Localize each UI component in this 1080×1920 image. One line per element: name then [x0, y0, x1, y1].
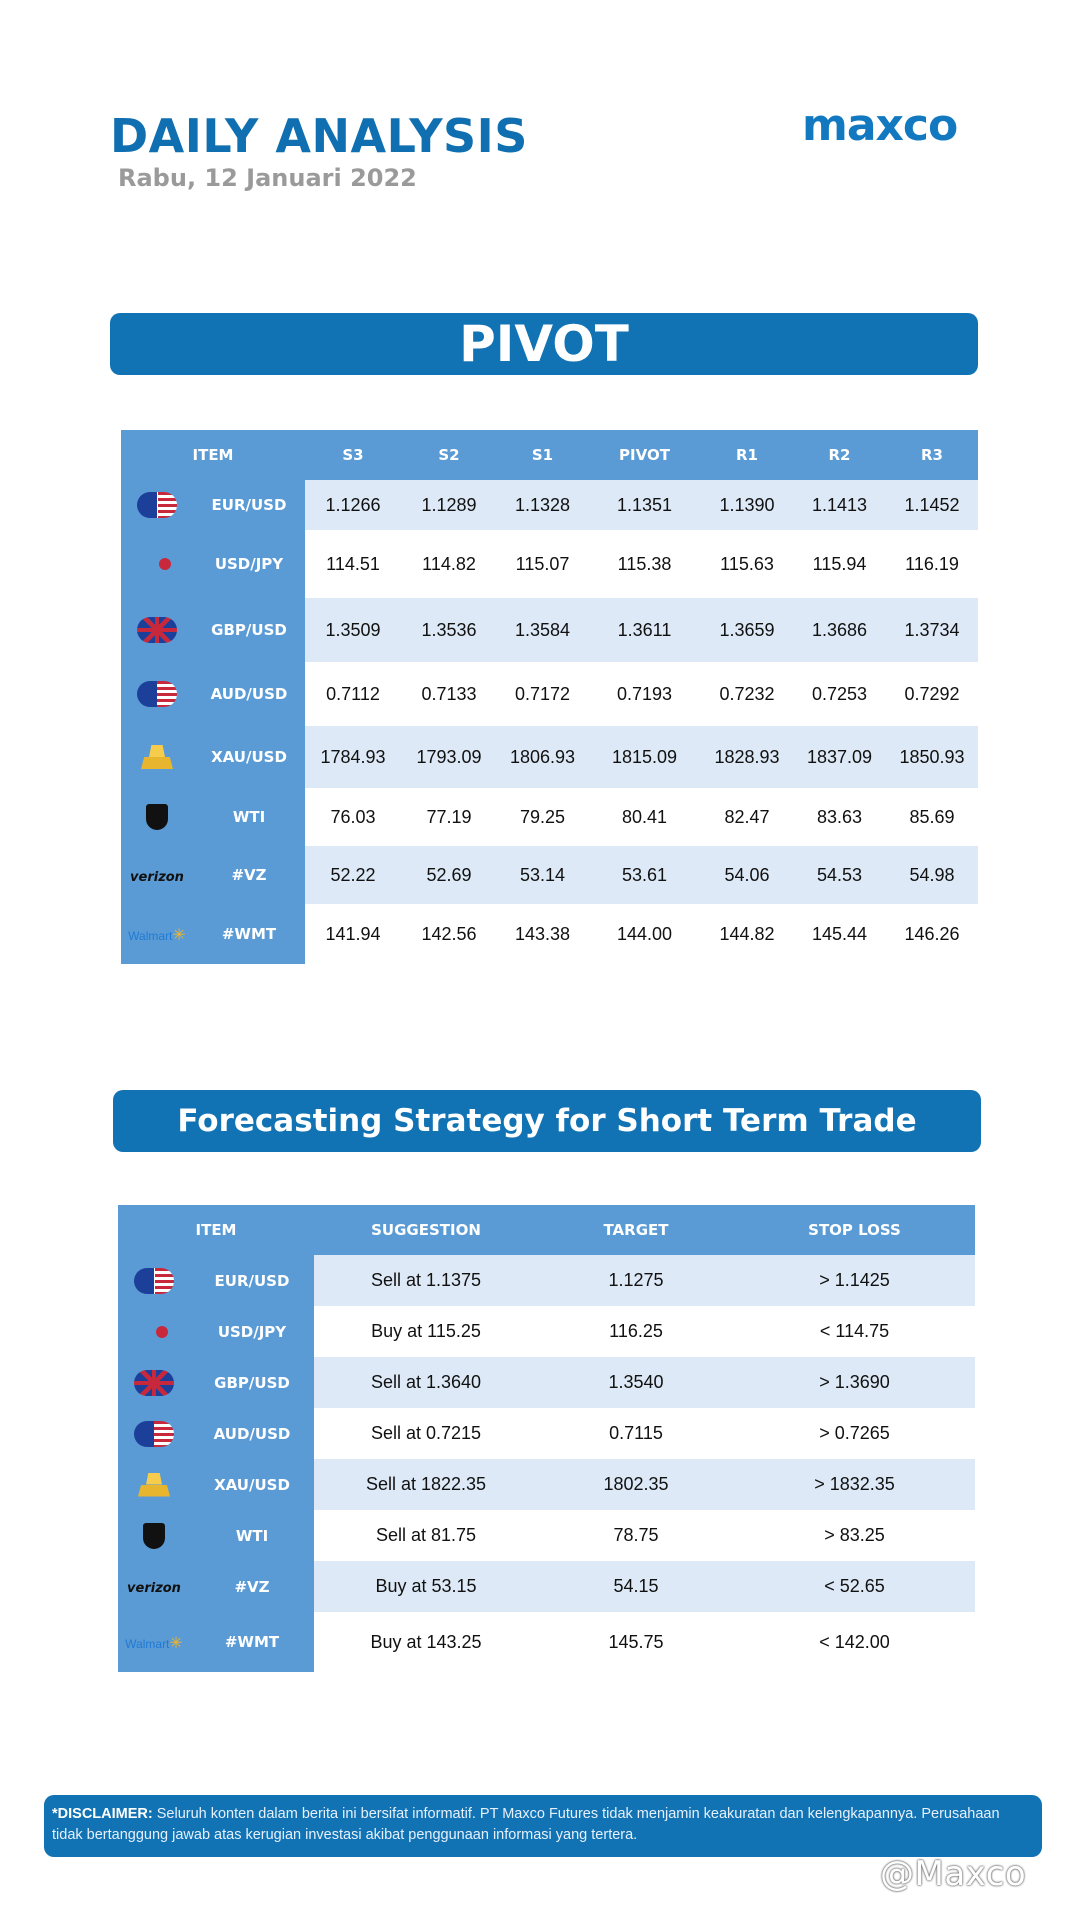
table-row [121, 904, 978, 964]
forecast-value-cell: 1802.35 [538, 1459, 734, 1510]
pivot-body [121, 480, 978, 964]
forecast-value-cell: 145.75 [538, 1612, 734, 1672]
forecast-value-cell: 1.1275 [538, 1255, 734, 1306]
pivot-value-cell: 77.19 [401, 788, 497, 846]
pivot-value-cell: 0.7133 [401, 662, 497, 726]
gold-bars-icon [134, 1473, 174, 1497]
table-row [118, 1459, 975, 1510]
forecast-header-row [118, 1205, 975, 1255]
item-name: WTI [193, 788, 305, 846]
watermark: @Maxco [880, 1854, 1027, 1894]
item-icon-cell [118, 1306, 190, 1357]
table-row [118, 1306, 975, 1357]
pivot-value-cell: 1.1266 [305, 480, 401, 530]
column-header: R1 [701, 430, 793, 480]
item-name: AUD/USD [193, 662, 305, 726]
pivot-value-cell: 115.94 [793, 530, 886, 598]
pivot-value-cell: 146.26 [886, 904, 978, 964]
table-row [118, 1612, 975, 1672]
pivot-header-row [121, 430, 978, 480]
gb-us-flag-icon [137, 617, 177, 643]
pivot-value-cell: 116.19 [886, 530, 978, 598]
item-icon-cell [121, 846, 193, 904]
pivot-value-cell: 115.38 [588, 530, 701, 598]
column-header: SUGGESTION [314, 1205, 538, 1255]
pivot-value-cell: 142.56 [401, 904, 497, 964]
forecast-value-cell: > 1.1425 [734, 1255, 975, 1306]
forecast-value-cell: Sell at 0.7215 [314, 1408, 538, 1459]
pivot-value-cell: 1.1351 [588, 480, 701, 530]
pivot-value-cell: 0.7253 [793, 662, 886, 726]
item-name: USD/JPY [190, 1306, 314, 1357]
pivot-value-cell: 1.1413 [793, 480, 886, 530]
forecast-value-cell: > 1.3690 [734, 1357, 975, 1408]
pivot-value-cell: 114.51 [305, 530, 401, 598]
column-header: ITEM [121, 430, 305, 480]
item-icon-cell [121, 904, 193, 964]
pivot-value-cell: 1815.09 [588, 726, 701, 788]
pivot-value-cell: 144.00 [588, 904, 701, 964]
column-header: TARGET [538, 1205, 734, 1255]
forecast-value-cell: Sell at 1.1375 [314, 1255, 538, 1306]
column-header: S3 [305, 430, 401, 480]
item-icon-cell [118, 1561, 190, 1612]
item-icon-cell [121, 726, 193, 788]
pivot-value-cell: 143.38 [497, 904, 588, 964]
forecast-value-cell: 78.75 [538, 1510, 734, 1561]
pivot-value-cell: 1.1390 [701, 480, 793, 530]
oil-barrel-icon [143, 1523, 165, 1549]
forecast-value-cell: Buy at 143.25 [314, 1612, 538, 1672]
forecast-value-cell: 54.15 [538, 1561, 734, 1612]
pivot-value-cell: 1850.93 [886, 726, 978, 788]
verizon-logo-icon: verizon [127, 1581, 181, 1596]
forecast-value-cell: 116.25 [538, 1306, 734, 1357]
pivot-value-cell: 1.3536 [401, 598, 497, 662]
table-row [118, 1357, 975, 1408]
pivot-value-cell: 1.3686 [793, 598, 886, 662]
eu-us-flag-icon [137, 492, 177, 518]
us-jp-flag-icon [137, 551, 177, 577]
pivot-value-cell: 115.07 [497, 530, 588, 598]
item-icon-cell [118, 1408, 190, 1459]
pivot-value-cell: 82.47 [701, 788, 793, 846]
page-title: DAILY ANALYSIS [110, 109, 528, 163]
item-name: EUR/USD [193, 480, 305, 530]
item-name: USD/JPY [193, 530, 305, 598]
pivot-value-cell: 1.3611 [588, 598, 701, 662]
table-row [121, 598, 978, 662]
pivot-value-cell: 54.06 [701, 846, 793, 904]
column-header: S1 [497, 430, 588, 480]
item-icon-cell [121, 530, 193, 598]
forecast-value-cell: > 1832.35 [734, 1459, 975, 1510]
column-header: R2 [793, 430, 886, 480]
walmart-logo-icon: Walmart✳ [128, 926, 186, 944]
forecast-value-cell: 0.7115 [538, 1408, 734, 1459]
pivot-value-cell: 1806.93 [497, 726, 588, 788]
pivot-value-cell: 52.22 [305, 846, 401, 904]
pivot-value-cell: 0.7292 [886, 662, 978, 726]
item-name: WTI [190, 1510, 314, 1561]
pivot-value-cell: 144.82 [701, 904, 793, 964]
pivot-value-cell: 141.94 [305, 904, 401, 964]
au-us-flag-icon [134, 1421, 174, 1447]
pivot-banner: PIVOT [110, 313, 978, 375]
table-row [121, 530, 978, 598]
forecast-value-cell: Sell at 1822.35 [314, 1459, 538, 1510]
pivot-value-cell: 80.41 [588, 788, 701, 846]
pivot-value-cell: 0.7193 [588, 662, 701, 726]
us-jp-flag-icon [134, 1319, 174, 1345]
verizon-logo-icon: verizon [130, 869, 184, 885]
column-header: S2 [401, 430, 497, 480]
item-icon-cell [118, 1357, 190, 1408]
column-header: PIVOT [588, 430, 701, 480]
pivot-value-cell: 1828.93 [701, 726, 793, 788]
table-row [121, 480, 978, 530]
forecast-value-cell: < 52.65 [734, 1561, 975, 1612]
table-row [118, 1408, 975, 1459]
item-name: EUR/USD [190, 1255, 314, 1306]
pivot-value-cell: 85.69 [886, 788, 978, 846]
maxco-logo: maxco [802, 100, 958, 151]
item-name: #VZ [190, 1561, 314, 1612]
column-header: R3 [886, 430, 978, 480]
item-icon-cell [121, 598, 193, 662]
pivot-value-cell: 1837.09 [793, 726, 886, 788]
forecast-value-cell: Buy at 115.25 [314, 1306, 538, 1357]
pivot-value-cell: 1.1328 [497, 480, 588, 530]
pivot-value-cell: 1.3584 [497, 598, 588, 662]
au-us-flag-icon [137, 681, 177, 707]
table-row [121, 726, 978, 788]
item-icon-cell [121, 788, 193, 846]
pivot-value-cell: 1.3509 [305, 598, 401, 662]
pivot-value-cell: 115.63 [701, 530, 793, 598]
gold-bars-icon [137, 745, 177, 769]
forecast-value-cell: > 83.25 [734, 1510, 975, 1561]
forecast-value-cell: Sell at 81.75 [314, 1510, 538, 1561]
disclaimer [44, 1795, 1042, 1857]
forecast-value-cell: > 0.7265 [734, 1408, 975, 1459]
pivot-value-cell: 0.7232 [701, 662, 793, 726]
item-name: AUD/USD [190, 1408, 314, 1459]
forecast-value-cell: Buy at 53.15 [314, 1561, 538, 1612]
report-date: Rabu, 12 Januari 2022 [118, 164, 417, 192]
pivot-value-cell: 79.25 [497, 788, 588, 846]
table-row [118, 1510, 975, 1561]
disclaimer-text: Seluruh konten dalam berita ini bersifat informatif. PT Maxco Futures tidak menjamin keakuratan dan kelengkapannya. Perusahaan tidak bertanggung jawab atas kerugian investasi akibat penggunaan informasi yang tertera. [52, 1806, 1000, 1843]
pivot-value-cell: 0.7112 [305, 662, 401, 726]
pivot-value-cell: 145.44 [793, 904, 886, 964]
table-row [118, 1255, 975, 1306]
item-icon-cell [118, 1510, 190, 1561]
table-row [118, 1561, 975, 1612]
walmart-logo-icon: Walmart✳ [125, 1634, 183, 1652]
item-name: GBP/USD [190, 1357, 314, 1408]
pivot-value-cell: 53.14 [497, 846, 588, 904]
item-name: #WMT [190, 1612, 314, 1672]
disclaimer-label: *DISCLAIMER: [52, 1806, 153, 1822]
pivot-value-cell: 1.1289 [401, 480, 497, 530]
gb-us-flag-icon [134, 1370, 174, 1396]
forecast-value-cell: Sell at 1.3640 [314, 1357, 538, 1408]
pivot-value-cell: 76.03 [305, 788, 401, 846]
pivot-value-cell: 1784.93 [305, 726, 401, 788]
oil-barrel-icon [146, 804, 168, 830]
pivot-value-cell: 54.98 [886, 846, 978, 904]
pivot-value-cell: 1793.09 [401, 726, 497, 788]
item-icon-cell [118, 1459, 190, 1510]
column-header: ITEM [118, 1205, 314, 1255]
forecast-value-cell: < 142.00 [734, 1612, 975, 1672]
item-icon-cell [121, 662, 193, 726]
pivot-value-cell: 53.61 [588, 846, 701, 904]
forecast-value-cell: < 114.75 [734, 1306, 975, 1357]
pivot-value-cell: 114.82 [401, 530, 497, 598]
pivot-value-cell: 83.63 [793, 788, 886, 846]
item-name: XAU/USD [193, 726, 305, 788]
pivot-table [121, 430, 978, 964]
pivot-value-cell: 1.3659 [701, 598, 793, 662]
forecast-table [118, 1205, 975, 1672]
forecast-banner: Forecasting Strategy for Short Term Trade [113, 1090, 981, 1152]
pivot-value-cell: 52.69 [401, 846, 497, 904]
pivot-value-cell: 1.3734 [886, 598, 978, 662]
eu-us-flag-icon [134, 1268, 174, 1294]
table-row [121, 788, 978, 846]
pivot-value-cell: 54.53 [793, 846, 886, 904]
forecast-body [118, 1255, 975, 1672]
pivot-value-cell: 1.1452 [886, 480, 978, 530]
item-icon-cell [118, 1612, 190, 1672]
item-name: GBP/USD [193, 598, 305, 662]
item-icon-cell [118, 1255, 190, 1306]
item-icon-cell [121, 480, 193, 530]
item-name: XAU/USD [190, 1459, 314, 1510]
item-name: #WMT [193, 904, 305, 964]
item-name: #VZ [193, 846, 305, 904]
table-row [121, 846, 978, 904]
table-row [121, 662, 978, 726]
column-header: STOP LOSS [734, 1205, 975, 1255]
forecast-value-cell: 1.3540 [538, 1357, 734, 1408]
pivot-value-cell: 0.7172 [497, 662, 588, 726]
